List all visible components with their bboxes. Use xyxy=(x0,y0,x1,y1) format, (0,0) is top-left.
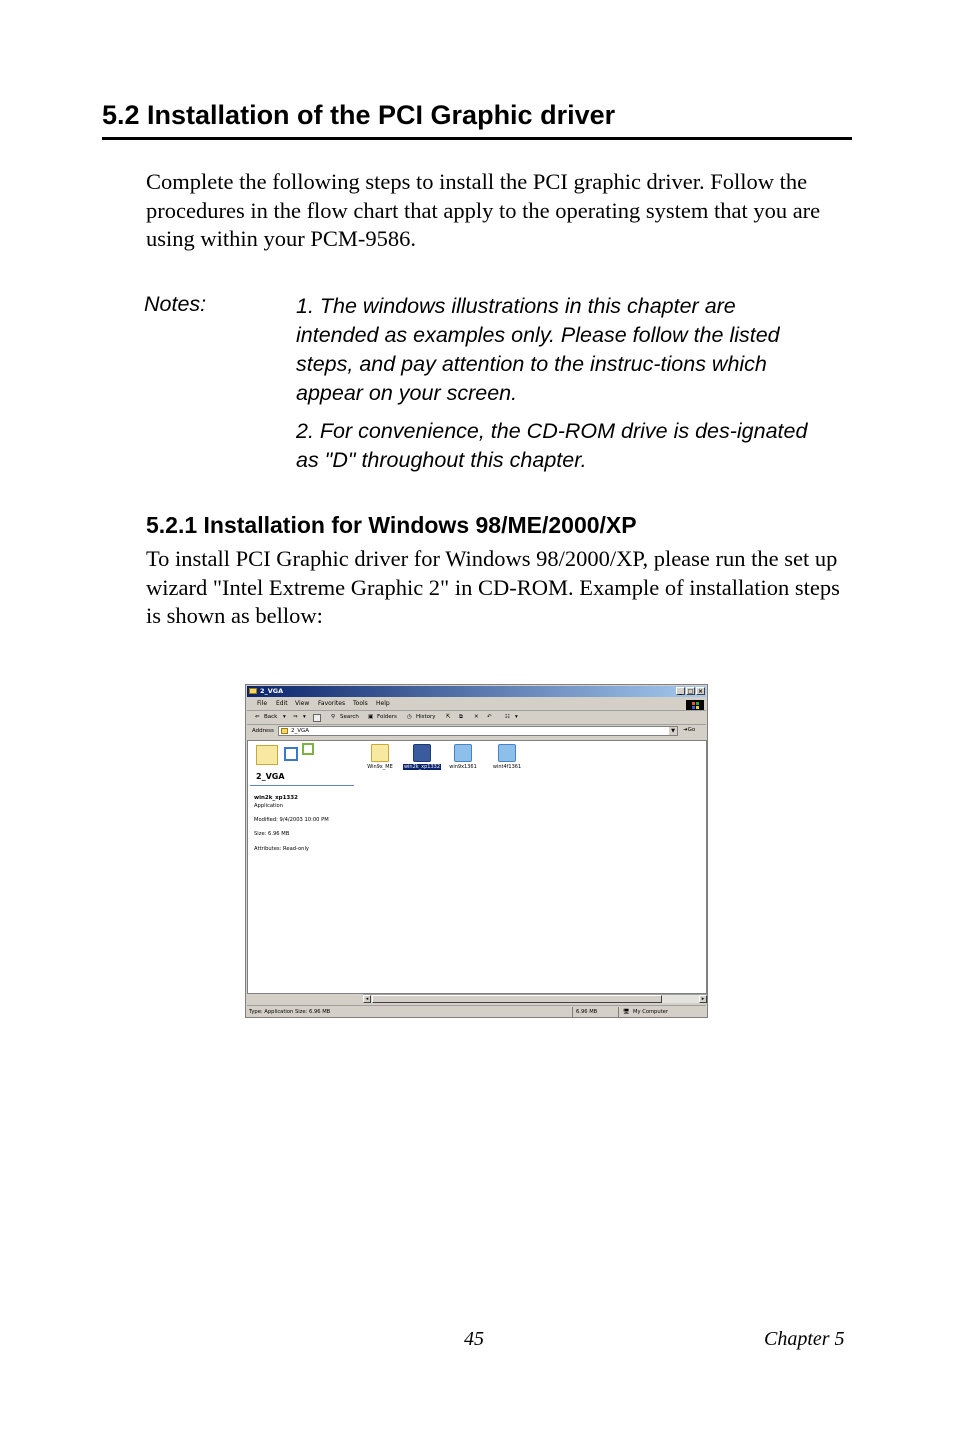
note-item-1: 1. The windows illustrations in this chapter are intended as examples only. Please follow the listed steps, and pay attention to the instruc-tions which appear on your screen. xyxy=(296,294,780,405)
note-item-2: 2. For convenience, the CD-ROM drive is des-ignated as "D" throughout this chapter. xyxy=(296,419,808,472)
selected-file-name: win2k_xp1332 xyxy=(254,795,298,801)
title-bar xyxy=(247,686,706,697)
folders-button[interactable]: Folders xyxy=(377,714,397,720)
heading-rule xyxy=(102,137,852,140)
chapter-label: Chapter 5 xyxy=(764,1328,845,1350)
undo-icon[interactable]: ↶ xyxy=(487,714,492,720)
file-item-win9x-me[interactable]: Win9x_ME xyxy=(358,744,402,770)
close-button[interactable]: × xyxy=(697,688,704,695)
horizontal-scrollbar[interactable] xyxy=(363,994,707,1003)
up-folder-icon[interactable] xyxy=(313,714,321,722)
address-label: Address xyxy=(252,728,274,734)
copy-to-icon[interactable]: ⧉ xyxy=(459,714,463,720)
section-heading: 5.2 Installation of the PCI Graphic driver xyxy=(102,100,616,130)
minimize-button[interactable]: _ xyxy=(676,687,685,695)
selected-file-attributes: Attributes: Read-only xyxy=(254,846,309,852)
history-button[interactable]: History xyxy=(416,714,436,720)
application-icon xyxy=(413,744,431,762)
status-type-size: Type: Application Size: 6.96 MB xyxy=(249,1009,331,1015)
pane-divider xyxy=(250,785,354,786)
explorer-window-screenshot xyxy=(245,684,708,1018)
page-number: 45 xyxy=(464,1328,484,1350)
back-arrow-icon[interactable]: ⇐ xyxy=(255,714,260,720)
back-dropdown-icon[interactable]: ▾ xyxy=(283,714,286,720)
forward-dropdown-icon[interactable]: ▾ xyxy=(303,714,306,720)
menu-bar xyxy=(247,698,706,711)
selected-file-size: Size: 6.96 MB xyxy=(254,831,290,837)
menu-file[interactable]: File xyxy=(257,700,268,707)
address-value: 2_VGA xyxy=(291,728,310,734)
menu-favorites[interactable]: Favorites xyxy=(318,700,346,707)
folders-icon[interactable]: ▣ xyxy=(368,714,374,720)
history-icon[interactable]: ◷ xyxy=(407,714,412,720)
notes-label: Notes: xyxy=(144,292,207,316)
subsection-paragraph: To install PCI Graphic driver for Windows 98/2000/XP, please run the set up wizard "Intel Extreme Graphic 2" in CD-ROM. Example of installation steps is shown as bellow: xyxy=(146,546,840,628)
folder-icon xyxy=(249,688,257,694)
file-item-win9x1361[interactable]: win9x1361 xyxy=(441,744,485,770)
intro-paragraph: Complete the following steps to install the PCI graphic driver. Follow the procedures in the flow chart that apply to the operating system that you are using within your PCM-9586. xyxy=(146,169,821,251)
address-bar xyxy=(247,725,706,738)
file-item-win2k-xp1332[interactable]: win2k_xp1332 xyxy=(400,744,444,770)
search-icon[interactable]: ⚲ xyxy=(331,714,336,720)
status-bar xyxy=(247,1005,706,1018)
folder-title: 2_VGA xyxy=(256,772,285,781)
menu-view[interactable]: View xyxy=(295,700,310,707)
menu-edit[interactable]: Edit xyxy=(276,700,288,707)
scrollbar-thumb[interactable] xyxy=(372,995,662,1003)
folder-icon xyxy=(281,728,288,734)
computer-icon: 🖥 xyxy=(623,1009,630,1015)
chevron-down-icon[interactable]: ▼ xyxy=(669,727,677,735)
status-size: 6.96 MB xyxy=(576,1009,598,1015)
folder-content-area xyxy=(247,740,707,994)
back-button[interactable]: Back xyxy=(264,714,278,720)
application-icon xyxy=(454,744,472,762)
scroll-left-icon[interactable]: ◂ xyxy=(363,995,371,1003)
menu-tools[interactable]: Tools xyxy=(353,700,368,707)
web-view-pane xyxy=(248,741,356,993)
application-icon xyxy=(498,744,516,762)
folder-icon xyxy=(371,744,389,762)
toolbar xyxy=(247,711,706,725)
address-input[interactable] xyxy=(278,726,678,736)
go-button[interactable]: ➜Go xyxy=(683,727,696,733)
forward-arrow-icon[interactable]: ⇒ xyxy=(293,714,298,720)
views-icon[interactable]: ☷ xyxy=(505,714,510,720)
windows-logo-icon xyxy=(686,700,704,710)
views-dropdown-icon[interactable]: ▾ xyxy=(515,714,518,720)
status-zone: My Computer xyxy=(633,1009,668,1015)
delete-icon[interactable]: ✕ xyxy=(474,714,479,720)
search-button[interactable]: Search xyxy=(340,714,359,720)
file-item-wint4f1361[interactable]: wint4f1361 xyxy=(485,744,529,770)
selected-file-modified: Modified: 9/4/2003 10:00 PM xyxy=(254,817,329,823)
selected-file-type: Application xyxy=(254,803,283,809)
maximize-button[interactable]: □ xyxy=(687,688,694,695)
scroll-right-icon[interactable]: ▸ xyxy=(699,995,707,1003)
menu-help[interactable]: Help xyxy=(376,700,390,707)
move-to-icon[interactable]: ⇱ xyxy=(446,714,451,720)
window-title: 2_VGA xyxy=(260,687,284,695)
subsection-heading: 5.2.1 Installation for Windows 98/ME/2000/XP xyxy=(146,512,637,538)
folder-banner-graphic xyxy=(250,743,316,769)
